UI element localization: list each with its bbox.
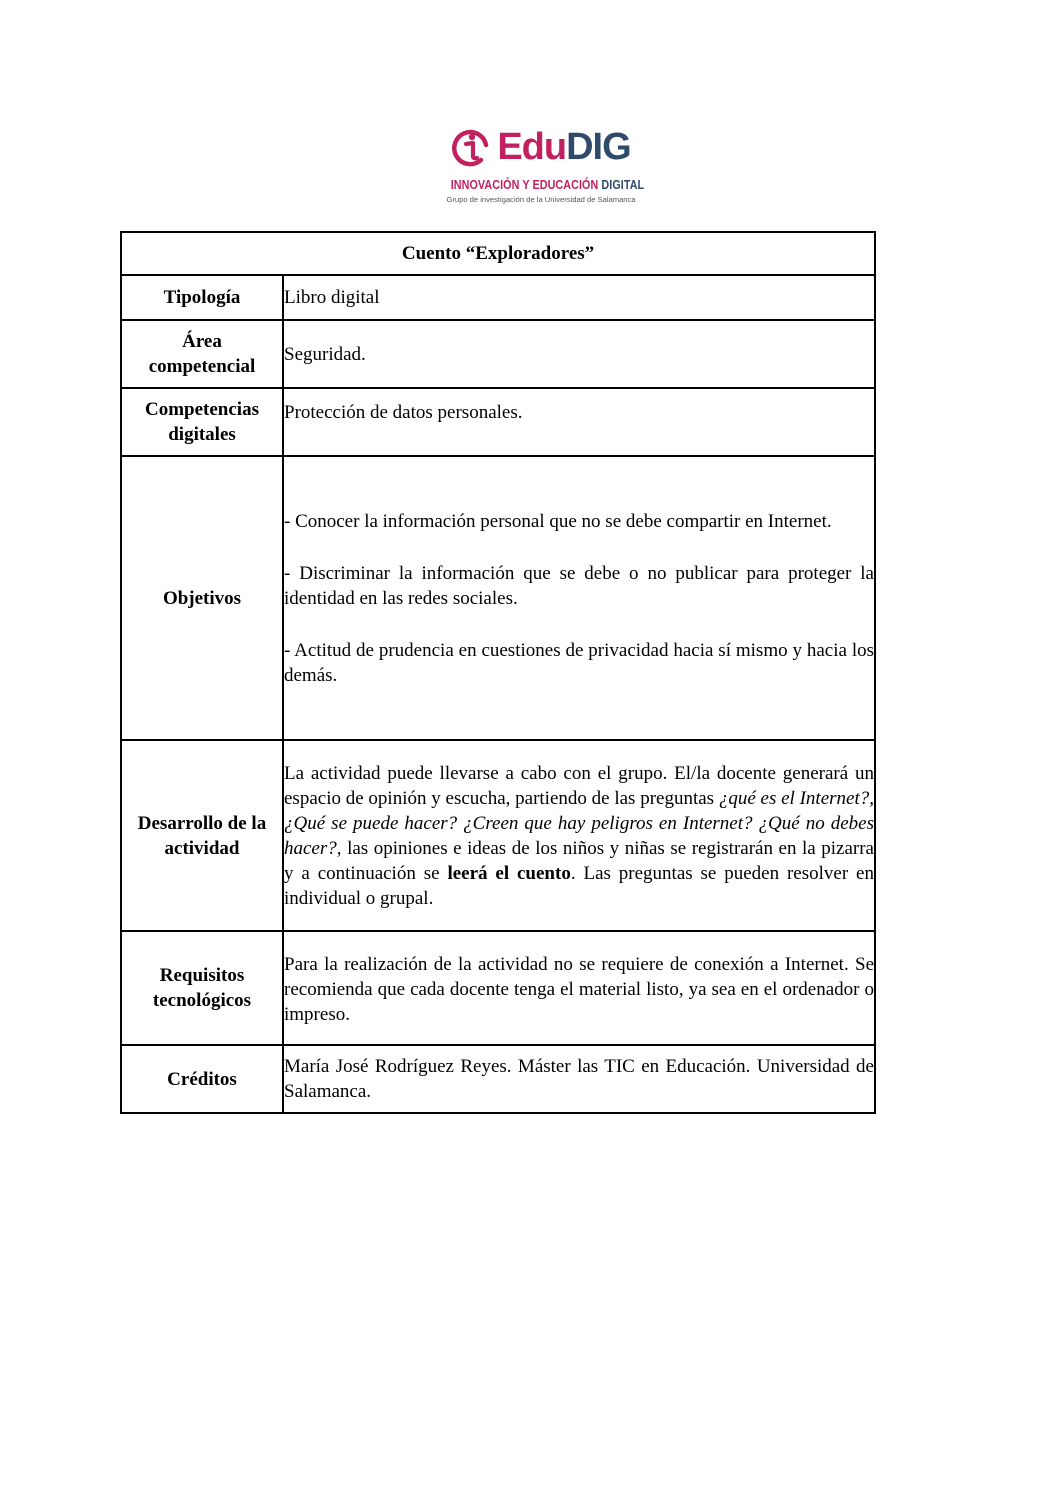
label-tipologia: Tipología xyxy=(121,275,283,320)
row-competencias-digitales xyxy=(121,388,875,456)
logo-row xyxy=(436,124,646,170)
activity-sheet-table xyxy=(120,231,876,1114)
logo-subtitle-pink: INNOVACIÓN Y EDUCACIÓN xyxy=(450,178,599,192)
label-competencias-line1: Competencias xyxy=(145,399,259,420)
label-competencias-digitales xyxy=(121,388,283,456)
objective-item: - Discriminar la información que se debe o no publicar para proteger la identidad en las redes sociales. xyxy=(284,562,874,609)
title-row xyxy=(121,232,875,275)
value-creditos: María José Rodríguez Reyes. Máster las TIC en Educación. Universidad de Salamanca. xyxy=(283,1045,875,1113)
edudig-logo xyxy=(436,124,646,210)
brand-prefix: Edu xyxy=(497,126,567,168)
desarrollo-text-1: La actividad puede llevarse a cabo con el grupo. El/la docente generará un espacio de opinión y escucha, partiendo de las preguntas xyxy=(284,762,874,809)
label-desarrollo xyxy=(121,740,283,931)
label-competencias-line2: digitales xyxy=(168,424,236,445)
row-tipologia xyxy=(121,275,875,320)
objective-item: - Actitud de prudencia en cuestiones de privacidad hacia sí mismo y hacia los demás. xyxy=(284,639,874,686)
row-desarrollo xyxy=(121,740,875,931)
label-desarrollo-line2: actividad xyxy=(164,837,240,859)
brand-suffix: DIG xyxy=(566,126,631,168)
label-creditos: Créditos xyxy=(121,1045,283,1113)
logo-subtitle-blue: DIGITAL xyxy=(601,178,645,192)
label-desarrollo-line1: Desarrollo de la xyxy=(137,812,267,834)
row-creditos xyxy=(121,1045,875,1113)
desarrollo-questions: ¿qué es el Internet?, ¿Qué se puede hacer? ¿Creen que hay peligros en Internet? ¿Qué no debes hacer? xyxy=(284,787,874,859)
label-requisitos xyxy=(121,931,283,1045)
brand-wordmark xyxy=(497,128,630,166)
label-area-line2: competencial xyxy=(148,356,256,377)
row-objetivos xyxy=(121,456,875,740)
objective-item: - Conocer la información personal que no se debe compartir en Internet. xyxy=(284,510,832,532)
label-requisitos-line1: Requisitos xyxy=(159,965,245,986)
label-area-competencial xyxy=(121,320,283,388)
value-requisitos: Para la realización de la actividad no se requiere de conexión a Internet. Se recomienda que cada docente tenga el material listo, ya sea en el ordenador o impreso. xyxy=(283,931,875,1045)
value-area-competencial: Seguridad. xyxy=(283,320,875,388)
label-area-line1: Área xyxy=(182,331,222,352)
value-tipologia: Libro digital xyxy=(283,275,875,320)
label-requisitos-line2: tecnológicos xyxy=(152,990,252,1011)
info-i-circle-icon xyxy=(451,127,491,167)
value-desarrollo xyxy=(283,740,875,931)
sheet-title: Cuento “Exploradores” xyxy=(121,232,875,275)
logo-subtitle xyxy=(450,178,645,192)
desarrollo-text-3: . Las preguntas se pueden resolver en individual o grupal. xyxy=(284,862,874,909)
desarrollo-text-2: , las opiniones e ideas de los niños y niñas se registrarán en la pizarra y a continuación se xyxy=(284,837,874,884)
desarrollo-emphasis: leerá el cuento xyxy=(447,862,571,884)
row-requisitos xyxy=(121,931,875,1045)
logo-tagline: Grupo de investigación de la Universidad de Salamanca xyxy=(446,195,636,204)
value-competencias-digitales: Protección de datos personales. xyxy=(283,388,875,456)
row-area-competencial xyxy=(121,320,875,388)
value-objetivos xyxy=(283,456,875,740)
label-objetivos: Objetivos xyxy=(121,456,283,740)
